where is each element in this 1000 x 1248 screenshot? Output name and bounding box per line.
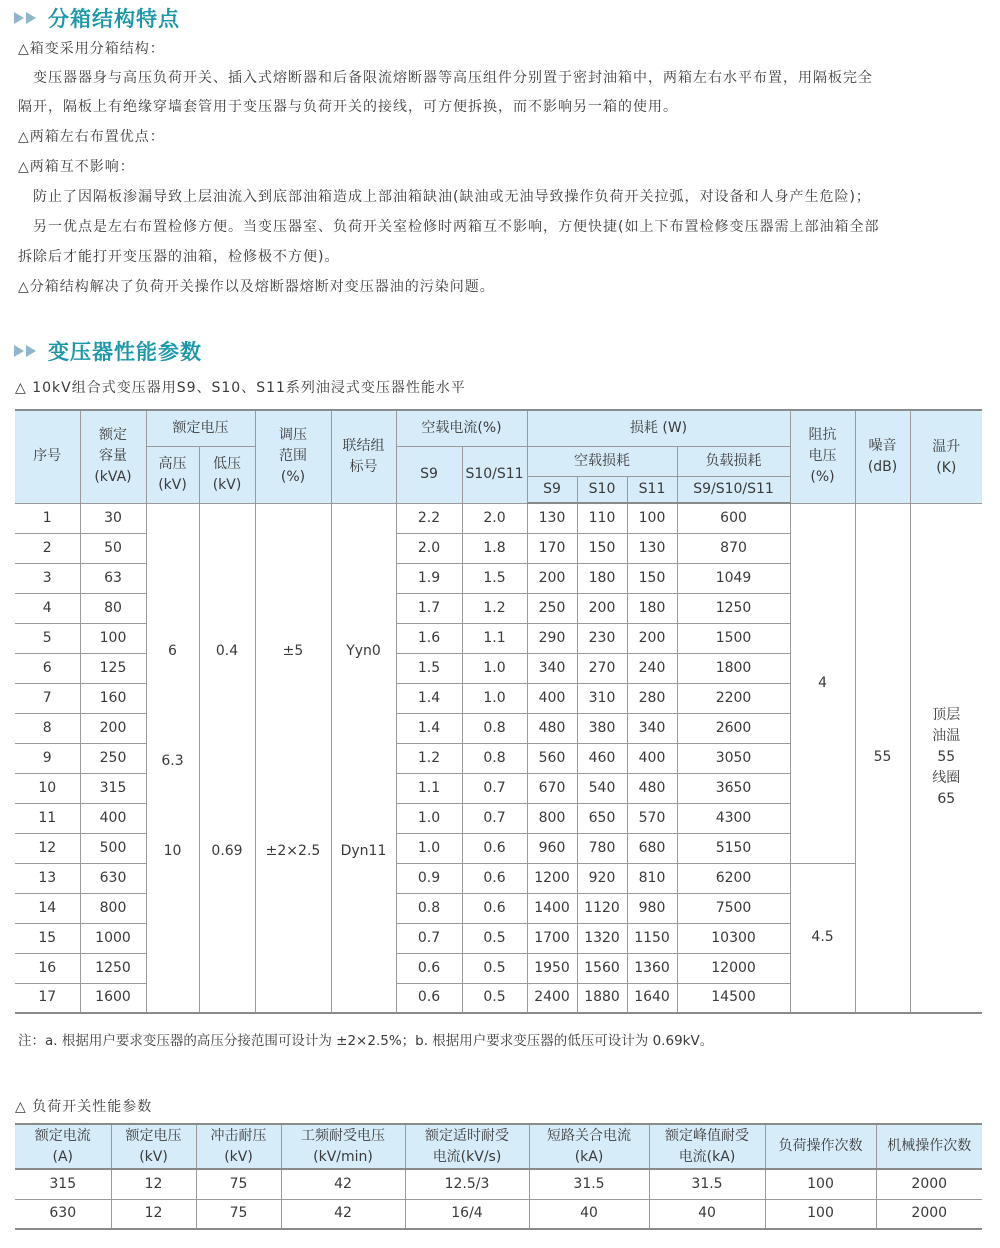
cell-nl-s9: 2400 [527, 983, 577, 1013]
cell-nl-s9: 1400 [527, 893, 577, 923]
cell-nl-s11: 130 [627, 533, 677, 563]
table-cell: 100 [765, 1169, 876, 1199]
cell-nl-s11: 200 [627, 623, 677, 653]
cell-nl-s10: 540 [577, 773, 627, 803]
cell-seq: 7 [15, 683, 80, 713]
paragraph: 变压器器身与高压负荷开关、插入式熔断器和后备限流熔断器等高压组件分别置于密封油箱中，两箱左右水平布置，用隔板完全 [33, 70, 873, 86]
temp-rise-line: 65 [937, 791, 956, 808]
table-cell: 100 [765, 1199, 876, 1229]
cell-nl-s10: 310 [577, 683, 627, 713]
section-title: 分箱结构特点 [48, 7, 180, 31]
cell-nc-s9: 1.7 [396, 593, 462, 623]
cell-tap-merged [255, 503, 331, 1013]
table-caption: △ 10kV组合式变压器用S9、S10、S11系列油浸式变压器性能水平 [15, 380, 466, 396]
table-row [15, 503, 982, 533]
cell-nc-s9: 0.9 [396, 863, 462, 893]
cell-nc-s9: 0.6 [396, 953, 462, 983]
cell-load-loss: 2200 [677, 683, 790, 713]
header-cell: 额定电流 (A) [15, 1124, 111, 1169]
cell-nc-s10s11: 0.5 [462, 923, 527, 953]
cell-nl-s9: 1200 [527, 863, 577, 893]
header-noise: 噪音 (dB) [855, 410, 910, 503]
header-nl-s9: S9 [527, 476, 577, 503]
cell-nl-s9: 290 [527, 623, 577, 653]
table-note: 注：a. 根据用户要求变压器的高压分接范围可设计为 ±2×2.5%；b. 根据用户要求变压器的低压可设计为 0.69kV。 [18, 1033, 714, 1049]
cell-load-loss: 10300 [677, 923, 790, 953]
header-nc-s9: S9 [396, 446, 462, 503]
cell-nl-s10: 200 [577, 593, 627, 623]
cell-capacity: 315 [80, 773, 146, 803]
cell-nl-s11: 150 [627, 563, 677, 593]
header-tap-range: 调压 范围 (%) [255, 410, 331, 503]
cell-capacity: 50 [80, 533, 146, 563]
header-cell: 额定峰值耐受 电流(kA) [649, 1124, 765, 1169]
cell-capacity: 1600 [80, 983, 146, 1013]
cell-nl-s9: 340 [527, 653, 577, 683]
cell-capacity: 1250 [80, 953, 146, 983]
table-cell: 40 [529, 1199, 649, 1229]
header-load-loss: 负载损耗 [677, 446, 790, 476]
cell-nl-s10: 180 [577, 563, 627, 593]
table-cell: 31.5 [529, 1169, 649, 1199]
cell-nc-s10s11: 2.0 [462, 503, 527, 533]
hv-value: 6 [168, 642, 177, 659]
cell-seq: 14 [15, 893, 80, 923]
cell-nc-s10s11: 1.0 [462, 683, 527, 713]
cell-seq: 16 [15, 953, 80, 983]
cell-lv-merged [199, 503, 255, 1013]
cell-seq: 5 [15, 623, 80, 653]
table-cell: 75 [196, 1199, 281, 1229]
cell-vector-merged [331, 503, 396, 1013]
cell-nl-s10: 780 [577, 833, 627, 863]
cell-load-loss: 1250 [677, 593, 790, 623]
cell-nl-s11: 100 [627, 503, 677, 533]
cell-nl-s9: 1950 [527, 953, 577, 983]
table-cell: 2000 [876, 1169, 982, 1199]
cell-nl-s10: 460 [577, 743, 627, 773]
temp-rise-line: 线圈 [932, 770, 961, 787]
cell-nl-s10: 1120 [577, 893, 627, 923]
cell-capacity: 800 [80, 893, 146, 923]
cell-nl-s11: 1150 [627, 923, 677, 953]
header-vector-group: 联结组 标号 [331, 410, 396, 503]
cell-nc-s9: 1.5 [396, 653, 462, 683]
table-cell: 75 [196, 1169, 281, 1199]
header-cell: 机械操作次数 [876, 1124, 982, 1169]
cell-load-loss: 2600 [677, 713, 790, 743]
cell-nc-s9: 1.0 [396, 833, 462, 863]
cell-seq: 10 [15, 773, 80, 803]
section-heading-box-structure [14, 3, 180, 33]
cell-nl-s9: 800 [527, 803, 577, 833]
cell-nl-s10: 110 [577, 503, 627, 533]
cell-nc-s10s11: 1.2 [462, 593, 527, 623]
vector-value: Yyn0 [346, 642, 381, 659]
temp-rise-line: 55 [937, 749, 956, 766]
cell-nl-s9: 1700 [527, 923, 577, 953]
paragraph: 拆除后才能打开变压器的油箱，检修极不方便)。 [18, 249, 340, 265]
cell-nc-s9: 1.4 [396, 683, 462, 713]
header-impedance: 阻抗 电压 (%) [790, 410, 855, 503]
cell-nl-s11: 340 [627, 713, 677, 743]
section-heading-transformer-params [14, 336, 202, 366]
cell-nc-s10s11: 0.5 [462, 983, 527, 1013]
cell-seq: 17 [15, 983, 80, 1013]
cell-nl-s9: 400 [527, 683, 577, 713]
cell-nl-s11: 1640 [627, 983, 677, 1013]
cell-nl-s11: 680 [627, 833, 677, 863]
cell-nl-s10: 150 [577, 533, 627, 563]
cell-nc-s9: 2.0 [396, 533, 462, 563]
cell-nc-s9: 1.2 [396, 743, 462, 773]
cell-capacity: 100 [80, 623, 146, 653]
cell-capacity: 125 [80, 653, 146, 683]
cell-capacity: 400 [80, 803, 146, 833]
header-nc-s10s11: S10/S11 [462, 446, 527, 503]
cell-nc-s9: 1.1 [396, 773, 462, 803]
tap-value: ±5 [282, 642, 304, 659]
cell-seq: 3 [15, 563, 80, 593]
cell-nc-s10s11: 0.8 [462, 713, 527, 743]
cell-capacity: 200 [80, 713, 146, 743]
cell-load-loss: 7500 [677, 893, 790, 923]
paragraph: △两箱互不影响： [18, 159, 135, 175]
header-cell: 额定电压 (kV) [111, 1124, 196, 1169]
paragraph: △箱变采用分箱结构： [18, 41, 165, 57]
cell-nl-s11: 180 [627, 593, 677, 623]
cell-nl-s10: 920 [577, 863, 627, 893]
cell-load-loss: 5150 [677, 833, 790, 863]
cell-nl-s11: 480 [627, 773, 677, 803]
cell-capacity: 63 [80, 563, 146, 593]
header-cell: 额定适时耐受 电流(kV/s) [405, 1124, 529, 1169]
cell-capacity: 80 [80, 593, 146, 623]
cell-seq: 8 [15, 713, 80, 743]
cell-nc-s10s11: 1.5 [462, 563, 527, 593]
lv-value: 0.4 [215, 642, 239, 659]
cell-nc-s10s11: 0.6 [462, 833, 527, 863]
header-noload-loss: 空载损耗 [527, 446, 677, 476]
transformer-performance-table [15, 409, 982, 1014]
cell-nl-s10: 1320 [577, 923, 627, 953]
cell-seq: 4 [15, 593, 80, 623]
paragraph: △两箱左右布置优点： [18, 129, 165, 145]
cell-load-loss: 12000 [677, 953, 790, 983]
cell-load-loss: 1800 [677, 653, 790, 683]
header-loss: 损耗 (W) [527, 410, 790, 446]
cell-nl-s9: 560 [527, 743, 577, 773]
table-cell: 12 [111, 1169, 196, 1199]
cell-nl-s9: 170 [527, 533, 577, 563]
cell-nc-s10s11: 0.8 [462, 743, 527, 773]
cell-nl-s11: 400 [627, 743, 677, 773]
double-arrow-icon [14, 11, 48, 25]
header-temp-rise: 温升 (K) [910, 410, 982, 503]
table-cell: 630 [15, 1199, 111, 1229]
hv-value: 10 [163, 842, 182, 859]
cell-seq: 9 [15, 743, 80, 773]
cell-hv-merged [146, 503, 199, 1013]
cell-seq: 6 [15, 653, 80, 683]
table-caption: △ 负荷开关性能参数 [15, 1099, 153, 1115]
cell-temp-rise-merged [910, 503, 982, 1013]
hv-value: 6.3 [161, 752, 184, 769]
cell-nl-s10: 1880 [577, 983, 627, 1013]
header-rated-voltage: 额定电压 [146, 410, 255, 446]
cell-nc-s9: 0.7 [396, 923, 462, 953]
cell-nc-s10s11: 1.0 [462, 653, 527, 683]
paragraph: 防止了因隔板渗漏导致上层油流入到底部油箱造成上部油箱缺油(缺油或无油导致操作负荷开关拉弧，对设备和人身产生危险)； [33, 189, 871, 205]
cell-nl-s9: 200 [527, 563, 577, 593]
cell-nl-s9: 480 [527, 713, 577, 743]
cell-seq: 11 [15, 803, 80, 833]
table-cell: 40 [649, 1199, 765, 1229]
temp-rise-line: 顶层 [932, 707, 961, 724]
cell-nc-s10s11: 1.1 [462, 623, 527, 653]
header-seq: 序号 [15, 410, 80, 503]
cell-nl-s11: 810 [627, 863, 677, 893]
cell-seq: 15 [15, 923, 80, 953]
table-cell: 16/4 [405, 1199, 529, 1229]
cell-load-loss: 3050 [677, 743, 790, 773]
paragraph: 另一优点是左右布置检修方便。当变压器室、负荷开关室检修时两箱互不影响，方便快捷(如上下布置检修变压器需上部油箱全部 [33, 219, 880, 235]
cell-load-loss: 870 [677, 533, 790, 563]
cell-nl-s10: 230 [577, 623, 627, 653]
table-cell: 31.5 [649, 1169, 765, 1199]
header-cell: 冲击耐压 (kV) [196, 1124, 281, 1169]
cell-nl-s9: 250 [527, 593, 577, 623]
temp-rise-line: 油温 [932, 728, 961, 745]
cell-seq: 12 [15, 833, 80, 863]
cell-nl-s10: 270 [577, 653, 627, 683]
cell-nl-s9: 670 [527, 773, 577, 803]
header-ll-all: S9/S10/S11 [677, 476, 790, 503]
cell-nl-s10: 650 [577, 803, 627, 833]
cell-nc-s9: 1.0 [396, 803, 462, 833]
cell-nc-s9: 1.9 [396, 563, 462, 593]
cell-nl-s9: 960 [527, 833, 577, 863]
header-lv: 低压 (kV) [199, 446, 255, 503]
cell-load-loss: 3650 [677, 773, 790, 803]
cell-nc-s9: 0.6 [396, 983, 462, 1013]
cell-nc-s9: 1.6 [396, 623, 462, 653]
cell-load-loss: 14500 [677, 983, 790, 1013]
cell-nc-s9: 0.8 [396, 893, 462, 923]
tap-value: ±2×2.5 [265, 842, 321, 859]
table-cell: 315 [15, 1169, 111, 1199]
table-cell: 2000 [876, 1199, 982, 1229]
cell-impedance-merged: 4.5 [790, 863, 855, 1013]
table-cell: 12 [111, 1199, 196, 1229]
cell-capacity: 30 [80, 503, 146, 533]
cell-nl-s10: 1560 [577, 953, 627, 983]
cell-load-loss: 6200 [677, 863, 790, 893]
load-switch-table [15, 1123, 982, 1230]
cell-capacity: 250 [80, 743, 146, 773]
cell-nc-s9: 1.4 [396, 713, 462, 743]
header-cell: 短路关合电流 (kA) [529, 1124, 649, 1169]
cell-noise-merged: 55 [855, 503, 910, 1013]
cell-nc-s10s11: 0.6 [462, 863, 527, 893]
table-cell: 12.5/3 [405, 1169, 529, 1199]
double-arrow-icon [14, 344, 48, 358]
header-noload-current: 空载电流(%) [396, 410, 527, 446]
cell-nc-s10s11: 0.7 [462, 803, 527, 833]
header-hv: 高压 (kV) [146, 446, 199, 503]
cell-nc-s10s11: 0.6 [462, 893, 527, 923]
cell-seq: 13 [15, 863, 80, 893]
cell-nl-s11: 980 [627, 893, 677, 923]
cell-nc-s10s11: 0.5 [462, 953, 527, 983]
cell-capacity: 1000 [80, 923, 146, 953]
cell-capacity: 630 [80, 863, 146, 893]
table-cell: 42 [281, 1199, 405, 1229]
table-cell: 42 [281, 1169, 405, 1199]
cell-load-loss: 1500 [677, 623, 790, 653]
table-row [15, 1169, 982, 1199]
cell-nl-s11: 1360 [627, 953, 677, 983]
cell-nl-s11: 570 [627, 803, 677, 833]
cell-nc-s10s11: 0.7 [462, 773, 527, 803]
header-nl-s10: S10 [577, 476, 627, 503]
cell-load-loss: 4300 [677, 803, 790, 833]
cell-nl-s9: 130 [527, 503, 577, 533]
header-capacity: 额定 容量 (kVA) [80, 410, 146, 503]
header-cell: 负荷操作次数 [765, 1124, 876, 1169]
cell-impedance-merged: 4 [790, 503, 855, 863]
cell-seq: 1 [15, 503, 80, 533]
paragraph: 隔开，隔板上有绝缘穿墙套管用于变压器与负荷开关的接线，可方便拆换，而不影响另一箱的使用。 [18, 99, 678, 115]
header-nl-s11: S11 [627, 476, 677, 503]
table-row [15, 1199, 982, 1229]
vector-value: Dyn11 [340, 842, 387, 859]
cell-nc-s9: 2.2 [396, 503, 462, 533]
cell-nl-s11: 280 [627, 683, 677, 713]
cell-nc-s10s11: 1.8 [462, 533, 527, 563]
cell-capacity: 160 [80, 683, 146, 713]
cell-capacity: 500 [80, 833, 146, 863]
cell-load-loss: 1049 [677, 563, 790, 593]
cell-nl-s11: 240 [627, 653, 677, 683]
section-title: 变压器性能参数 [48, 340, 202, 364]
cell-load-loss: 600 [677, 503, 790, 533]
paragraph: △分箱结构解决了负荷开关操作以及熔断器熔断对变压器油的污染问题。 [18, 279, 495, 295]
lv-value: 0.69 [211, 842, 243, 859]
cell-seq: 2 [15, 533, 80, 563]
header-cell: 工频耐受电压 (kV/min) [281, 1124, 405, 1169]
cell-nl-s10: 380 [577, 713, 627, 743]
